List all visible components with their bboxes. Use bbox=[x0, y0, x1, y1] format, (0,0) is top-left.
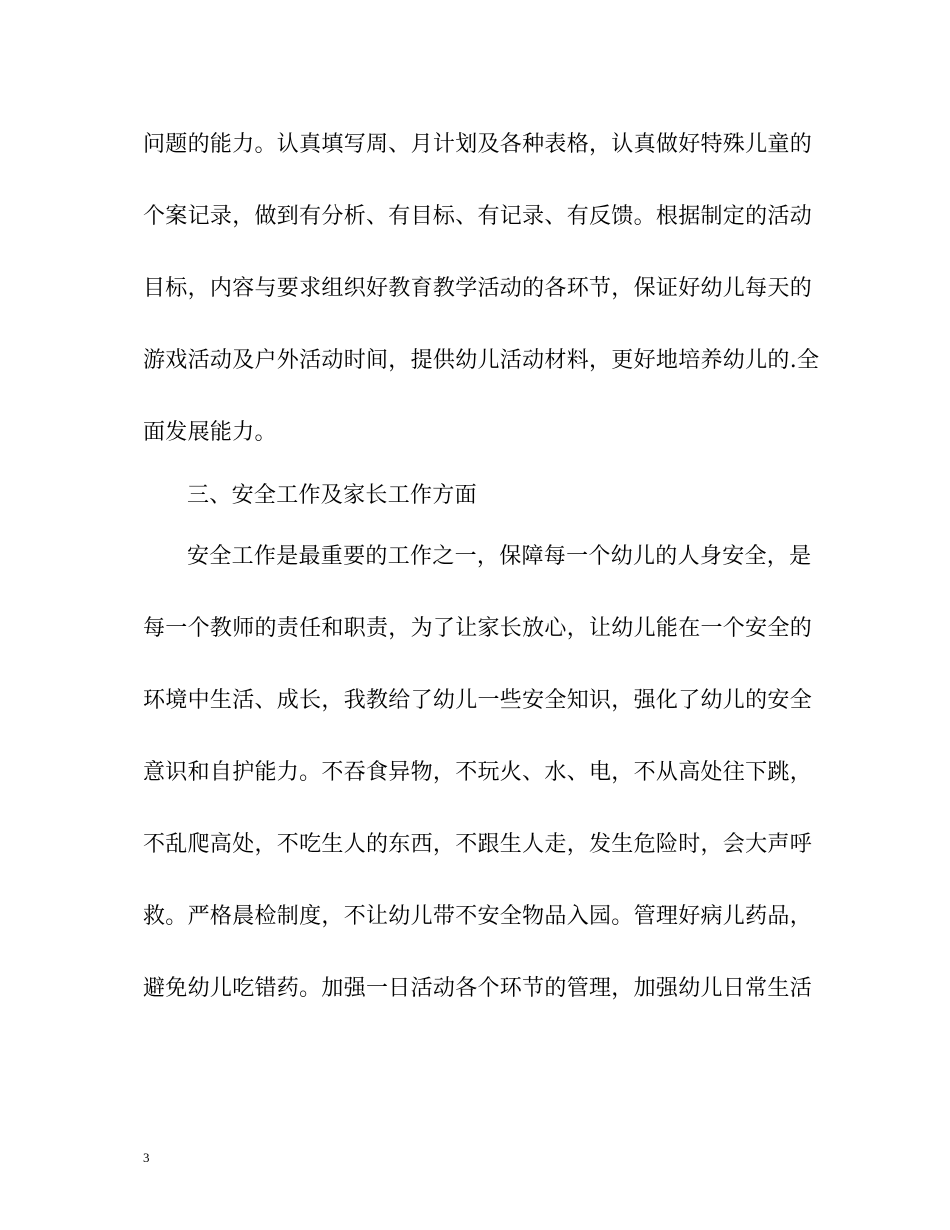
paragraph-line-8: 环境中生活、成长，我教给了幼儿一些安全知识，强化了幼儿的安全 bbox=[143, 688, 813, 713]
paragraph-line-2: 个案记录，做到有分析、有目标、有记录、有反馈。根据制定的活动 bbox=[143, 204, 813, 229]
paragraph-line-1: 问题的能力。认真填写周、月计划及各种表格，认真做好特殊儿童的 bbox=[143, 132, 813, 157]
page-number: 3 bbox=[143, 1150, 150, 1165]
paragraph-line-12: 避免幼儿吃错药。加强一日活动各个环节的管理，加强幼儿日常生活 bbox=[143, 976, 813, 1001]
paragraph-line-10: 不乱爬高处，不吃生人的东西，不跟生人走，发生危险时，会大声呼 bbox=[143, 832, 813, 857]
paragraph-line-3: 目标，内容与要求组织好教育教学活动的各环节，保证好幼儿每天的 bbox=[143, 276, 813, 301]
paragraph-line-5: 面发展能力。 bbox=[143, 420, 277, 445]
section-heading: 三、安全工作及家长工作方面 bbox=[187, 483, 477, 508]
paragraph-line-6: 安全工作是最重要的工作之一，保障每一个幼儿的人身安全，是 bbox=[187, 544, 812, 569]
paragraph-line-11: 救。严格晨检制度，不让幼儿带不安全物品入园。管理好病儿药品， bbox=[143, 904, 813, 929]
paragraph-line-7: 每一个教师的责任和职责，为了让家长放心，让幼儿能在一个安全的 bbox=[143, 616, 813, 641]
paragraph-line-9: 意识和自护能力。不吞食异物，不玩火、水、电，不从高处往下跳， bbox=[143, 760, 813, 785]
paragraph-line-4: 游戏活动及户外活动时间，提供幼儿活动材料，更好地培养幼儿的.全 bbox=[143, 348, 820, 373]
